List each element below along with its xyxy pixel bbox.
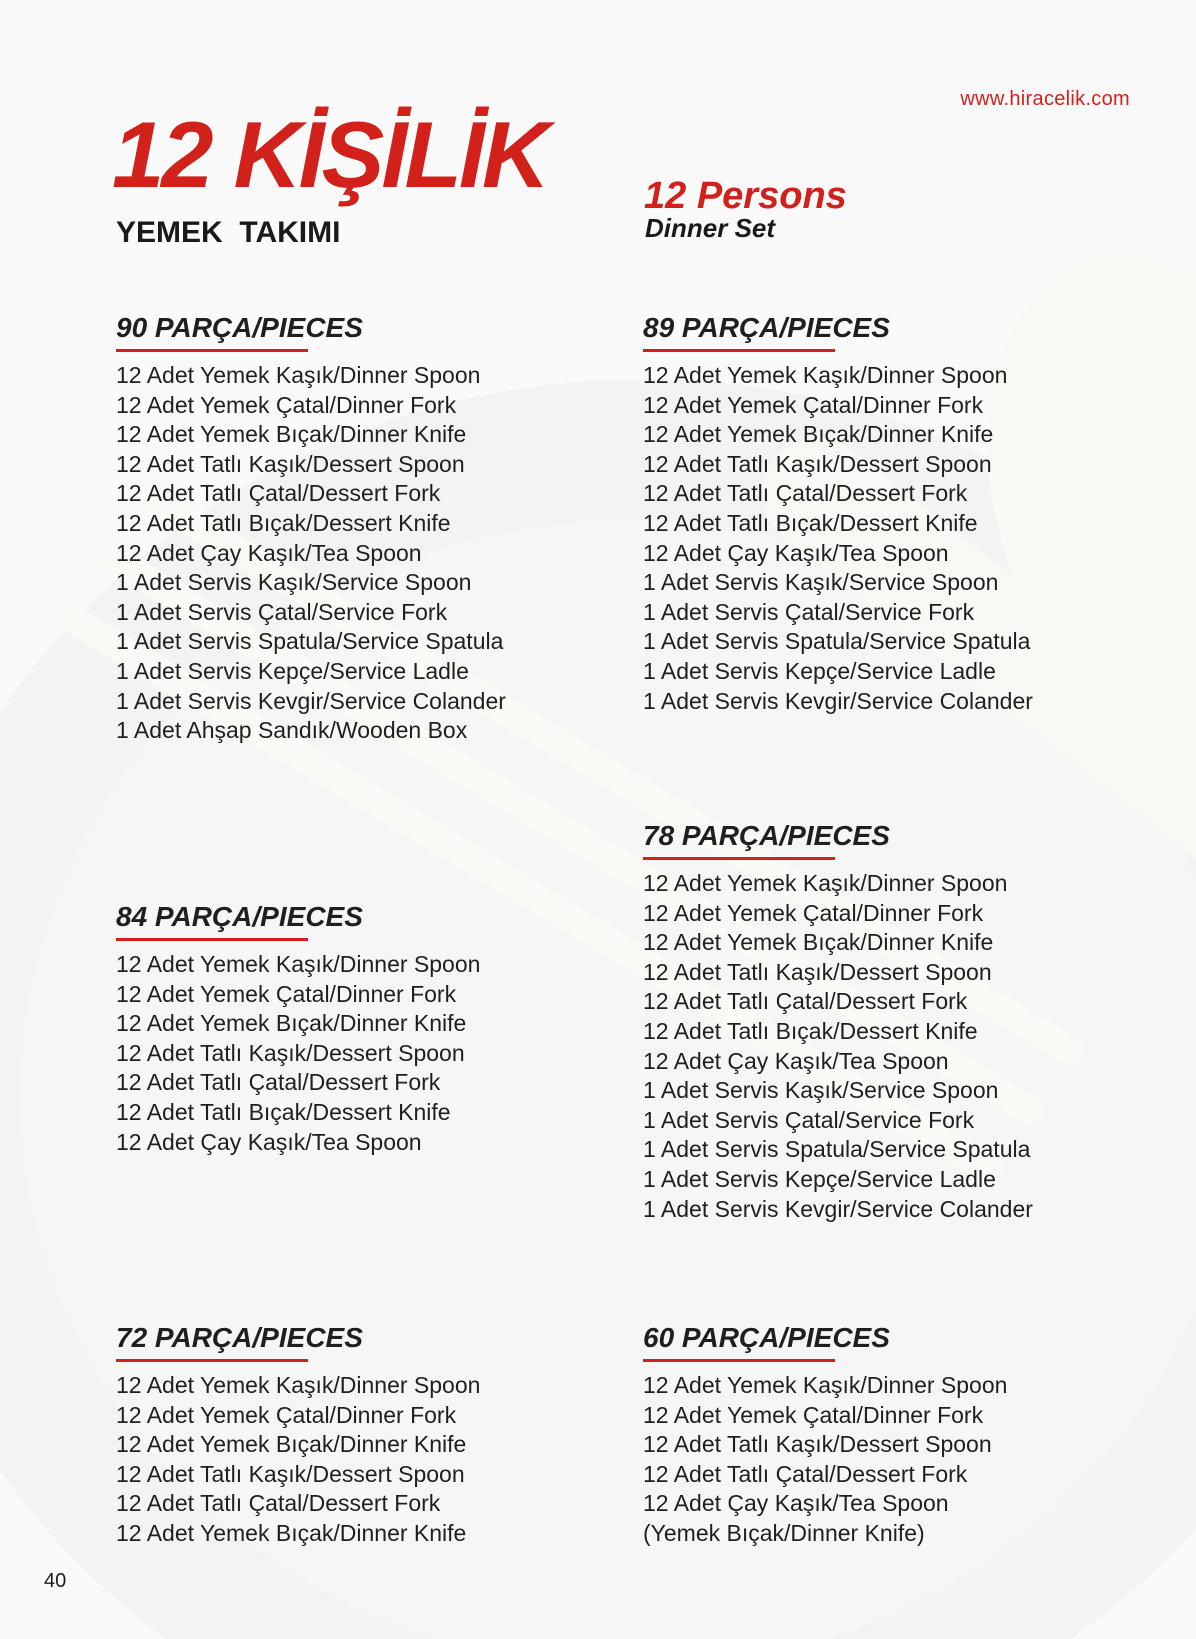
list-item: 12 Adet Yemek Çatal/Dinner Fork: [643, 1401, 984, 1428]
list-item: 12 Adet Yemek Bıçak/Dinner Knife: [116, 1010, 467, 1037]
list-item: 12 Adet Yemek Kaşık/Dinner Spoon: [116, 951, 481, 977]
list-item: 12 Adet Tatlı Bıçak/Dessert Knife: [116, 509, 451, 536]
list-item: 1 Adet Servis Spatula/Service Spatula: [643, 1136, 1031, 1163]
list-item: 12 Adet Tatlı Kaşık/Dessert Spoon: [116, 450, 465, 477]
list-item: 1 Adet Servis Kepçe/Service Ladle: [643, 1165, 996, 1192]
page-subtitle: YEMEK TAKIMI: [116, 216, 341, 249]
list-item: 12 Adet Yemek Çatal/Dinner Fork: [116, 980, 457, 1007]
list-item: 12 Adet Yemek Kaşık/Dinner Spoon: [116, 1372, 481, 1398]
set-heading: 78 PARÇA/PIECES: [643, 820, 890, 851]
page-number: 40: [44, 1570, 67, 1592]
list-item: 12 Adet Tatlı Çatal/Dessert Fork: [116, 1490, 441, 1517]
set-item-list: [116, 361, 506, 746]
set-89-pieces: [643, 312, 1033, 716]
list-item: 1 Adet Servis Spatula/Service Spatula: [643, 628, 1031, 655]
list-item: 12 Adet Tatlı Çatal/Dessert Fork: [116, 1069, 441, 1096]
heading-underline: [116, 938, 308, 941]
list-item: 12 Adet Tatlı Kaşık/Dessert Spoon: [643, 450, 992, 477]
list-item: 12 Adet Yemek Çatal/Dinner Fork: [643, 391, 984, 418]
set-heading: 90 PARÇA/PIECES: [116, 312, 363, 343]
set-item-list: [643, 1371, 1007, 1549]
list-item: 1 Adet Servis Kaşık/Service Spoon: [643, 569, 999, 596]
set-heading: 89 PARÇA/PIECES: [643, 312, 890, 343]
list-item: 1 Adet Servis Kevgir/Service Colander: [643, 1195, 1033, 1222]
list-item: 1 Adet Ahşap Sandık/Wooden Box: [116, 717, 468, 744]
list-item: 12 Adet Çay Kaşık/Tea Spoon: [116, 539, 422, 566]
set-item-list: [643, 361, 1033, 716]
list-item: 12 Adet Yemek Kaşık/Dinner Spoon: [643, 1372, 1008, 1398]
list-item: 1 Adet Servis Çatal/Service Fork: [116, 598, 448, 625]
set-90-pieces: [116, 312, 506, 746]
set-heading: 84 PARÇA/PIECES: [116, 901, 363, 932]
set-72-pieces: [116, 1322, 480, 1549]
list-item: (Yemek Bıçak/Dinner Knife): [643, 1519, 925, 1546]
heading-underline: [116, 349, 308, 352]
list-item: 12 Adet Çay Kaşık/Tea Spoon: [643, 1490, 949, 1517]
list-item: 1 Adet Servis Kaşık/Service Spoon: [643, 1077, 999, 1104]
heading-underline: [643, 1359, 835, 1362]
list-item: 1 Adet Servis Çatal/Service Fork: [643, 598, 975, 625]
list-item: 12 Adet Çay Kaşık/Tea Spoon: [116, 1128, 422, 1155]
list-item: 12 Adet Çay Kaşık/Tea Spoon: [643, 1047, 949, 1074]
list-item: 1 Adet Servis Spatula/Service Spatula: [116, 628, 504, 655]
list-item: 1 Adet Servis Kevgir/Service Colander: [116, 687, 506, 714]
set-84-pieces: [116, 901, 480, 1157]
list-item: 12 Adet Tatlı Çatal/Dessert Fork: [643, 480, 968, 507]
list-item: 12 Adet Yemek Çatal/Dinner Fork: [116, 391, 457, 418]
list-item: 12 Adet Yemek Çatal/Dinner Fork: [643, 899, 984, 926]
set-item-list: [643, 869, 1033, 1224]
list-item: 12 Adet Tatlı Bıçak/Dessert Knife: [643, 509, 978, 536]
list-item: 12 Adet Yemek Kaşık/Dinner Spoon: [643, 362, 1008, 388]
list-item: 12 Adet Tatlı Çatal/Dessert Fork: [116, 480, 441, 507]
heading-underline: [643, 857, 835, 860]
list-item: 1 Adet Servis Kepçe/Service Ladle: [643, 657, 996, 684]
list-item: 12 Adet Yemek Çatal/Dinner Fork: [116, 1401, 457, 1428]
list-item: 12 Adet Tatlı Kaşık/Dessert Spoon: [116, 1039, 465, 1066]
list-item: 1 Adet Servis Kevgir/Service Colander: [643, 687, 1033, 714]
set-heading: 60 PARÇA/PIECES: [643, 1322, 890, 1353]
set-item-list: [116, 950, 480, 1157]
set-heading: 72 PARÇA/PIECES: [116, 1322, 363, 1353]
list-item: 12 Adet Yemek Bıçak/Dinner Knife: [643, 929, 994, 956]
list-item: 1 Adet Servis Kaşık/Service Spoon: [116, 569, 472, 596]
heading-underline: [643, 349, 835, 352]
heading-underline: [116, 1359, 308, 1362]
list-item: 12 Adet Tatlı Kaşık/Dessert Spoon: [643, 1431, 992, 1458]
set-60-pieces: [643, 1322, 1007, 1549]
page-subtitle-english: Dinner Set: [645, 213, 776, 243]
list-item: 12 Adet Tatlı Kaşık/Dessert Spoon: [643, 958, 992, 985]
list-item: 12 Adet Yemek Bıçak/Dinner Knife: [116, 1431, 467, 1458]
list-item: 12 Adet Yemek Bıçak/Dinner Knife: [116, 1519, 467, 1546]
website-link[interactable]: www.hiracelik.com: [960, 88, 1130, 110]
list-item: 12 Adet Tatlı Kaşık/Dessert Spoon: [116, 1460, 465, 1487]
list-item: 12 Adet Yemek Kaşık/Dinner Spoon: [116, 362, 481, 388]
list-item: 1 Adet Servis Çatal/Service Fork: [643, 1106, 975, 1133]
list-item: 12 Adet Tatlı Bıçak/Dessert Knife: [643, 1017, 978, 1044]
list-item: 12 Adet Yemek Kaşık/Dinner Spoon: [643, 870, 1008, 896]
list-item: 12 Adet Tatlı Bıçak/Dessert Knife: [116, 1098, 451, 1125]
set-item-list: [116, 1371, 480, 1549]
list-item: 12 Adet Tatlı Çatal/Dessert Fork: [643, 988, 968, 1015]
list-item: 12 Adet Yemek Bıçak/Dinner Knife: [643, 421, 994, 448]
list-item: 1 Adet Servis Kepçe/Service Ladle: [116, 657, 469, 684]
list-item: 12 Adet Çay Kaşık/Tea Spoon: [643, 539, 949, 566]
page-title-english: 12 Persons: [644, 175, 847, 217]
list-item: 12 Adet Tatlı Çatal/Dessert Fork: [643, 1460, 968, 1487]
page-title: 12 KİŞİLİK: [112, 102, 547, 207]
set-78-pieces: [643, 820, 1033, 1224]
list-item: 12 Adet Yemek Bıçak/Dinner Knife: [116, 421, 467, 448]
